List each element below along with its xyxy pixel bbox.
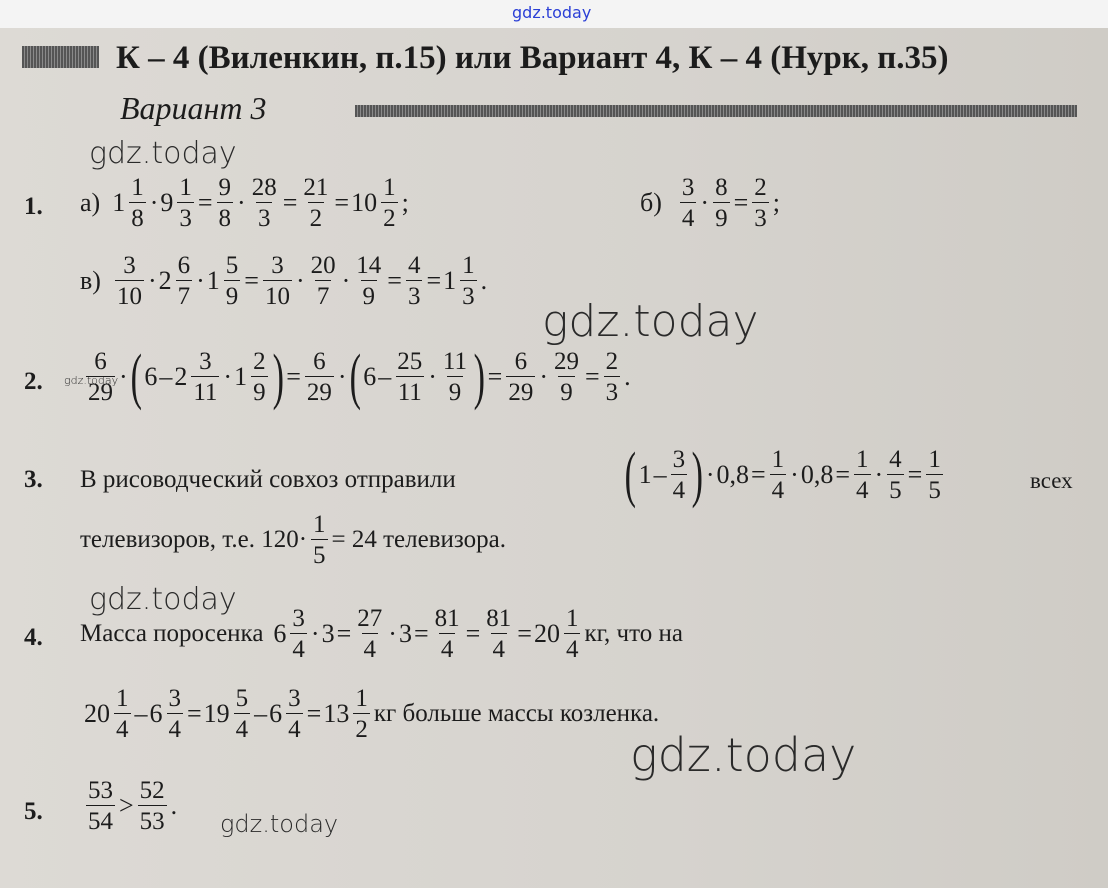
problem-4-line-2: 20 $\frac{1}{4}$ – 6 $\frac{3}{4}$ = 19 $\frac{5}{4}$ – 6 $\frac{3}{4}$ = 13 $\frac{1}{2}$ кг больше массы козленка. bbox=[84, 685, 660, 743]
watermark-d: gdz.today bbox=[630, 728, 857, 782]
header-bar-right bbox=[355, 105, 1077, 117]
variant-title: Вариант 3 bbox=[120, 90, 267, 126]
watermark-top: gdz.today bbox=[512, 3, 592, 22]
problem-1b: б) $\frac{3}{4}$ · $\frac{8}{9}$ = $\frac{2}{3}$ ; bbox=[640, 174, 780, 232]
watermark-b: gdz.today bbox=[542, 296, 759, 347]
problem-5: $\frac{53}{54}$ > $\frac{52}{53}$ . bbox=[88, 777, 178, 835]
watermark-small: gdz.today bbox=[64, 374, 119, 387]
problem-2-number: 2. bbox=[24, 368, 43, 395]
header-bar-left bbox=[22, 46, 99, 68]
page-title: К – 4 (Виленкин, п.15) или Вариант 4, К – 4 (Нурк, п.35) bbox=[116, 40, 949, 76]
problem-1v: в) $\frac{3}{10}$ · 2 $\frac{6}{7}$ · 1 $\frac{5}{9}$ = $\frac{3}{10}$ · $\frac{20}{7}$ · $\frac{14}{9}$ = $\frac{4}{3}$ = 1 $\frac{1}{3}$ . bbox=[80, 252, 488, 310]
problem-3-text-2: всех bbox=[1030, 468, 1073, 493]
problem-4-number: 4. bbox=[24, 624, 43, 651]
problem-4-line-1: Масса поросенка 6 $\frac{3}{4}$ · 3 = $\frac{27}{4}$ · 3 = $\frac{81}{4}$ = $\frac{81}{4}$ = 20 $\frac{1}{4}$ кг, что на bbox=[80, 605, 683, 663]
problem-1-number: 1. bbox=[24, 193, 43, 220]
problem-3-text-1: В рисоводческий совхоз отправили bbox=[80, 466, 456, 493]
watermark-e: gdz.today bbox=[220, 810, 339, 838]
watermark-c: gdz.today bbox=[89, 582, 237, 617]
problem-3-number: 3. bbox=[24, 466, 43, 493]
watermark-a: gdz.today bbox=[89, 136, 237, 171]
problem-3-expr: ( 1 – $\frac{3}{4}$ ) · 0,8 = $\frac{1}{4}$ · 0,8 = $\frac{1}{4}$ · $\frac{4}{5}$ = $\frac{1}{5}$ bbox=[624, 441, 941, 509]
problem-1a: а) 1 $\frac{1}{8}$ · 9 $\frac{1}{3}$ = $\frac{9}{8}$ · $\frac{28}{3}$ = $\frac{21}{2}$ = 10 $\frac{1}{2}$ ; bbox=[80, 174, 409, 232]
problem-3-line-2: телевизоров, т.е. 120· $\frac{1}{5}$ = 24 телевизора. bbox=[80, 511, 506, 569]
problem-5-number: 5. bbox=[24, 798, 43, 825]
problem-2: $\frac{6}{29}$ · ( 6 – 2 $\frac{3}{11}$ · 1 $\frac{2}{9}$ ) = $\frac{6}{29}$ · ( 6 – $\frac{25}{11}$ · $\frac{11}{9}$ ) = $\frac{6}{29}$ · $\frac{29}{9}$ = $\frac{2}{3}$ . bbox=[88, 343, 631, 411]
